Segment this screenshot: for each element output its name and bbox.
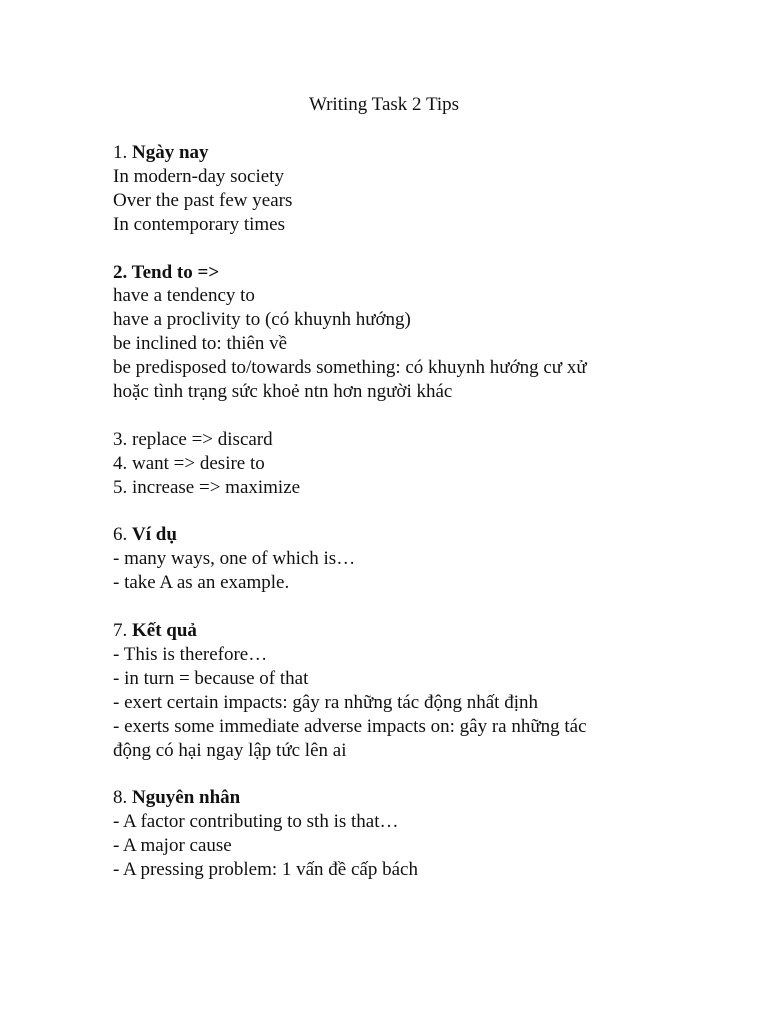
section-3-5-replacements [113,428,653,500]
list-item: hoặc tình trạng sức khoẻ ntn hơn người khác [113,381,453,403]
section-heading [113,261,653,285]
section-heading-text: Ngày nay [132,142,209,163]
section-number: 7. [113,620,132,642]
section-heading-text: Nguyên nhân [132,787,241,809]
list-item: 4. want => desire to [113,452,265,474]
list-item: Over the past few years [113,189,293,211]
section-heading-text: Kết quả [132,620,197,642]
section-6-vi-du [113,523,653,595]
section-number: 6. [113,524,132,546]
section-number: 2. [113,261,132,283]
section-heading [113,619,653,643]
list-item: - A major cause [113,835,232,857]
list-item: be inclined to: thiên về [113,333,288,355]
list-item: - many ways, one of which is… [113,548,356,570]
list-item: have a proclivity to (có khuynh hướng) [113,309,411,331]
list-item: be predisposed to/towards something: có khuynh hướng cư xử [113,357,587,379]
section-heading-text: Tend to => [131,261,220,283]
list-item: - exerts some immediate adverse impacts on: gây ra những tác [113,715,587,737]
section-heading [113,523,653,547]
list-item: 5. increase => maximize [113,476,301,498]
document-title: Writing Task 2 Tips [308,94,460,115]
list-item: have a tendency to [113,285,255,307]
list-item: - exert certain impacts: gây ra những tác động nhất định [113,691,538,713]
list-item: - in turn = because of that [113,667,309,689]
section-1-ngay-nay [113,141,653,237]
list-item: động có hại ngay lập tức lên ai [113,739,347,761]
section-heading [113,141,653,165]
section-number: 1. [113,142,132,163]
list-item: - A factor contributing to sth is that… [113,811,399,833]
list-item: - This is therefore… [113,643,268,665]
section-heading-text: Ví dụ [132,524,177,546]
list-item: 3. replace => discard [113,428,273,450]
list-item: In contemporary times [113,213,286,235]
section-7-ket-qua [113,619,653,762]
section-heading [113,786,653,810]
list-item: - A pressing problem: 1 vấn đề cấp bách [113,859,418,881]
list-item: In modern-day society [113,165,284,187]
section-2-tend-to [113,261,653,404]
list-item: - take A as an example. [113,572,290,594]
document-body [113,141,653,906]
section-8-nguyen-nhan [113,786,653,882]
section-number: 8. [113,787,132,809]
